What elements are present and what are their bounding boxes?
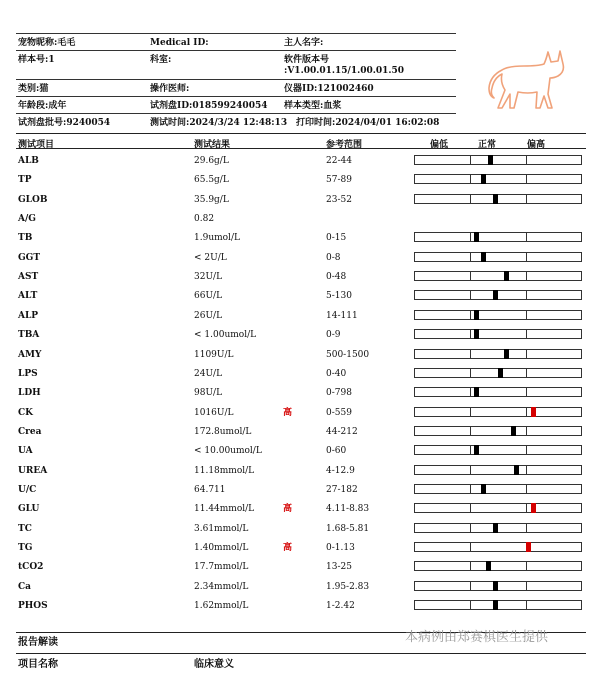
level-marker [486,561,491,571]
bar-divider [470,330,471,338]
level-marker [493,194,498,204]
level-marker [493,581,498,591]
level-marker [481,174,486,184]
table-row [0,249,600,268]
test-result: 26U/L [194,310,223,321]
header-line [16,113,456,114]
test-item-name: ALB [18,156,39,166]
test-result: 64.711 [194,484,226,495]
test-item-name: TB [18,233,33,244]
col-item-header: 测试项目 [18,140,55,150]
range-indicator-bar [414,503,582,513]
table-top-line [16,133,586,134]
bar-divider [526,291,527,299]
bar-divider [470,233,471,241]
reference-range: 44-212 [326,426,358,437]
test-item-name: U/C [18,484,37,495]
sample-no: 样本号:1 [18,55,55,65]
clinical-significance-header: 临床意义 [194,659,234,670]
table-row [0,287,600,306]
bar-divider [470,446,471,454]
range-indicator-bar [414,542,582,552]
test-result: 0.82 [194,214,215,225]
table-row [0,346,600,365]
bar-divider [526,446,527,454]
table-row [0,326,600,345]
test-item-name: GLOB [18,194,48,205]
bar-divider [526,311,527,319]
table-row [0,597,600,616]
bar-divider [470,485,471,493]
range-indicator-bar [414,310,582,320]
level-marker [481,252,486,262]
sample-type: 样本类型:血浆 [284,101,342,111]
test-result: 17.7mmol/L [194,562,249,573]
col-ref-header: 参考范围 [326,140,363,150]
test-item-name: ALP [18,310,39,321]
bar-divider [526,582,527,590]
test-result: 65.5g/L [194,175,229,186]
test-result: < 1.00umol/L [194,330,257,341]
table-row [0,191,600,210]
test-item-name: LPS [18,368,38,379]
test-result: 2.34mmol/L [194,581,249,592]
table-row [0,307,600,326]
reference-range: 13-25 [326,562,352,573]
bar-divider [470,601,471,609]
test-item-name: Crea [18,426,42,437]
operator: 操作医师: [150,84,190,94]
level-marker [504,271,509,281]
test-item-name: A/G [18,214,36,225]
range-indicator-bar [414,445,582,455]
test-result: 172.8umol/L [194,426,252,437]
test-result: 32U/L [194,272,223,283]
test-time: 测试时间:2024/3/24 12:48:13 [150,118,288,128]
table-row [0,365,600,384]
range-indicator-bar [414,329,582,339]
test-item-name: tCO2 [18,562,44,573]
test-result: 98U/L [194,388,223,399]
table-row [0,481,600,500]
test-result: 1.9umol/L [194,233,240,244]
test-item-name: GLU [18,504,40,515]
pet-name: 宠物昵称:毛毛 [18,38,76,48]
department: 科室: [150,55,172,65]
bar-divider [526,524,527,532]
test-result: 66U/L [194,291,223,302]
reference-range: 14-111 [326,310,358,321]
cat-logo-icon [488,48,566,112]
reference-range: 57-89 [326,175,352,186]
test-result: 11.18mmol/L [194,465,255,476]
bar-divider [526,408,527,416]
reference-range: 0-9 [326,330,341,341]
range-indicator-bar [414,600,582,610]
bar-divider [470,175,471,183]
medical-id: Medical ID: [150,38,209,48]
reference-range: 1.68-5.81 [326,523,370,534]
watermark: 本病例由郑赛棋医生提供 [405,630,549,645]
range-indicator-bar [414,484,582,494]
bar-divider [470,253,471,261]
bar-divider [470,504,471,512]
bar-divider [526,156,527,164]
table-row [0,578,600,597]
range-indicator-bar [414,581,582,591]
level-marker [474,445,479,455]
bar-divider [470,562,471,570]
test-item-name: PHOS [18,601,48,612]
bar-divider [526,466,527,474]
range-indicator-bar [414,271,582,281]
level-marker [481,484,486,494]
bar-divider [470,543,471,551]
test-item-name: GGT [18,252,41,263]
bar-divider [526,388,527,396]
level-marker [514,465,519,475]
range-indicator-bar [414,407,582,417]
bar-divider [470,291,471,299]
reference-range: 1-2.42 [326,601,355,612]
level-marker [488,155,493,165]
range-indicator-bar [414,387,582,397]
age-stage: 年龄段:成年 [18,101,67,111]
level-marker [474,232,479,242]
reference-range: 0-15 [326,233,347,244]
table-row [0,171,600,190]
bar-divider [470,195,471,203]
bar-divider [470,369,471,377]
range-indicator-bar [414,368,582,378]
table-row [0,442,600,461]
bar-divider [470,350,471,358]
reference-range: 500-1500 [326,349,370,360]
bar-divider [470,272,471,280]
col-low-header: 偏低 [430,140,449,150]
bar-divider [470,466,471,474]
table-row [0,423,600,442]
bar-divider [526,253,527,261]
item-name-header: 项目名称 [18,659,58,670]
reference-range: 22-44 [326,156,352,166]
table-row [0,210,600,229]
range-indicator-bar [414,561,582,571]
test-item-name: UA [18,446,33,457]
high-flag: 高 [283,543,293,553]
level-marker [526,542,531,552]
test-result: 35.9g/L [194,194,229,205]
test-result: 29.6g/L [194,156,229,166]
software-label: 软件版本号 [284,55,330,65]
reference-range: 27-182 [326,484,358,495]
test-item-name: CK [18,407,33,418]
level-marker [511,426,516,436]
level-marker [531,503,536,513]
bar-divider [470,311,471,319]
print-time: 打印时间:2024/04/01 16:02:08 [296,118,440,128]
bar-divider [470,582,471,590]
test-result: 3.61mmol/L [194,523,249,534]
instrument-id: 仪器ID:121002460 [284,84,374,94]
high-flag: 高 [283,504,293,515]
reference-range: 0-8 [326,252,341,263]
test-item-name: AMY [18,349,42,360]
level-marker [493,600,498,610]
bar-divider [470,408,471,416]
category: 类别:猫 [18,84,49,94]
test-result: 11.44mmol/L [194,504,255,515]
reference-range: 4-12.9 [326,465,355,476]
range-indicator-bar [414,155,582,165]
test-item-name: TC [18,523,32,534]
table-row [0,558,600,577]
reference-range: 1.95-2.83 [326,581,370,592]
bar-divider [526,562,527,570]
test-item-name: UREA [18,465,48,476]
reference-range: 4.11-8.83 [326,504,370,515]
level-marker [531,407,536,417]
header-line [16,96,456,97]
range-indicator-bar [414,252,582,262]
test-item-name: AST [18,272,39,283]
test-result: < 10.00umol/L [194,446,262,457]
bar-divider [526,175,527,183]
range-indicator-bar [414,232,582,242]
test-result: < 2U/L [194,252,227,263]
table-header-line [16,148,586,149]
bar-divider [526,272,527,280]
reference-range: 0-559 [326,407,352,418]
software-version: :V1.00.01.15/1.00.01.50 [284,66,405,76]
footer-line [16,653,586,654]
level-marker [474,329,479,339]
level-marker [493,290,498,300]
col-result-header: 测试结果 [194,140,231,150]
col-high-header: 偏高 [527,140,546,150]
test-item-name: TP [18,175,32,186]
test-item-name: ALT [18,291,38,302]
reference-range: 0-60 [326,446,347,457]
level-marker [498,368,503,378]
header-line [16,50,456,51]
bar-divider [526,427,527,435]
reference-range: 23-52 [326,194,352,205]
bar-divider [526,330,527,338]
report-interpretation: 报告解读 [18,637,58,648]
range-indicator-bar [414,290,582,300]
bar-divider [470,524,471,532]
test-result: 1016U/L [194,407,234,418]
test-item-name: TBA [18,330,40,341]
reagent-batch: 试剂盘批号:9240054 [18,118,111,128]
test-result: 24U/L [194,368,223,379]
high-flag: 高 [283,407,293,418]
test-item-name: TG [18,543,33,553]
bar-divider [526,601,527,609]
table-row [0,229,600,248]
bar-divider [526,233,527,241]
header-line [16,79,456,80]
reference-range: 5-130 [326,291,352,302]
table-row [0,404,600,423]
range-indicator-bar [414,174,582,184]
table-row [0,539,600,558]
range-indicator-bar [414,194,582,204]
table-row [0,500,600,519]
level-marker [474,310,479,320]
range-indicator-bar [414,426,582,436]
bar-divider [470,427,471,435]
reagent-disk-id: 试剂盘ID:018599240054 [150,101,268,111]
bar-divider [526,504,527,512]
bar-divider [526,369,527,377]
table-row [0,268,600,287]
range-indicator-bar [414,465,582,475]
range-indicator-bar [414,349,582,359]
bar-divider [470,156,471,164]
bar-divider [526,195,527,203]
bar-divider [526,350,527,358]
test-result: 1.40mmol/L [194,543,249,553]
owner-name: 主人名字: [284,38,324,48]
reference-range: 0-40 [326,368,347,379]
bar-divider [470,388,471,396]
col-normal-header: 正常 [478,140,497,150]
table-row [0,152,600,171]
table-row [0,462,600,481]
reference-range: 0-798 [326,388,352,399]
reference-range: 0-1.13 [326,543,355,553]
range-indicator-bar [414,523,582,533]
level-marker [493,523,498,533]
bar-divider [526,485,527,493]
header-top-line [16,33,456,34]
table-row [0,520,600,539]
reference-range: 0-48 [326,272,347,283]
test-item-name: LDH [18,388,41,399]
level-marker [504,349,509,359]
test-result: 1.62mmol/L [194,601,249,612]
test-item-name: Ca [18,581,31,592]
level-marker [474,387,479,397]
test-result: 1109U/L [194,349,234,360]
table-row [0,384,600,403]
